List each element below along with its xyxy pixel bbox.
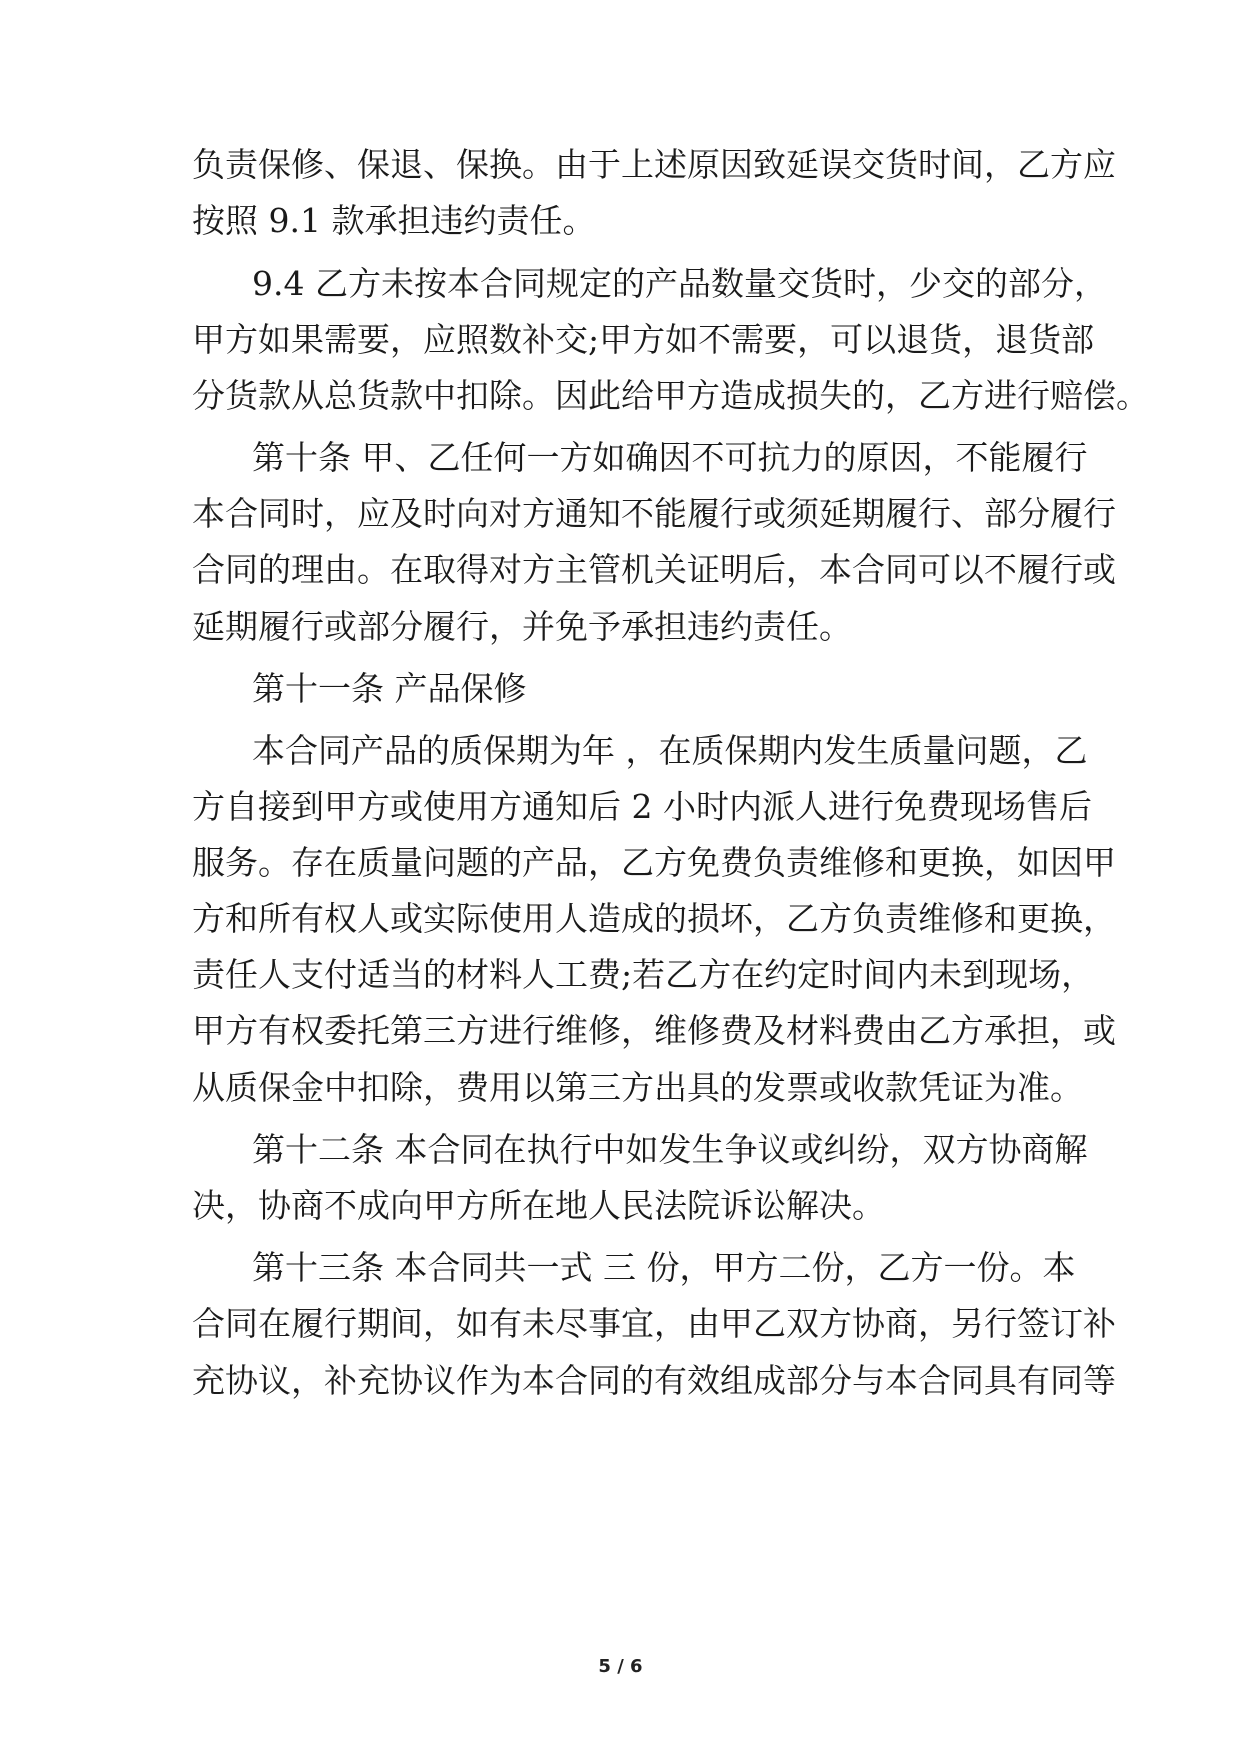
text-line: 从质保金中扣除，费用以第三方出具的发票或收款凭证为准。 <box>192 1068 1083 1107</box>
text-line: 甲方如果需要，应照数补交;甲方如不需要，可以退货，退货部 <box>192 320 1095 359</box>
text-line: 充协议，补充协议作为本合同的有效组成部分与本合同具有同等 <box>192 1361 1116 1400</box>
text-line: 方自接到甲方或使用方通知后 2 小时内派人进行免费现场售后 <box>192 787 1092 826</box>
text-line: 第十条 甲、乙任何一方如确因不可抗力的原因，不能履行 <box>252 438 1088 477</box>
text-line: 负责保修、保退、保换。由于上述原因致延误交货时间，乙方应 <box>192 145 1116 184</box>
page-number: 5 / 6 <box>598 1656 643 1677</box>
text-line: 9.4 乙方未按本合同规定的产品数量交货时，少交的部分， <box>252 264 1107 303</box>
section-heading: 第十一条 产品保修 <box>252 669 527 708</box>
text-line: 本合同时，应及时向对方通知不能履行或须延期履行、部分履行 <box>192 494 1116 533</box>
text-line: 甲方有权委托第三方进行维修，维修费及材料费由乙方承担，或 <box>192 1011 1116 1050</box>
text-line: 方和所有权人或实际使用人造成的损坏，乙方负责维修和更换， <box>192 899 1116 938</box>
text-line: 责任人支付适当的材料人工费;若乙方在约定时间内未到现场， <box>192 955 1095 994</box>
text-line: 合同在履行期间，如有未尽事宜，由甲乙双方协商，另行签订补 <box>192 1304 1116 1343</box>
text-line: 服务。存在质量问题的产品，乙方免费负责维修和更换，如因甲 <box>192 843 1116 882</box>
text-line: 本合同产品的质保期为年 ，在质保期内发生质量问题，乙 <box>252 731 1088 770</box>
text-line: 第十二条 本合同在执行中如发生争议或纠纷，双方协商解 <box>252 1130 1088 1169</box>
text-line: 决，协商不成向甲方所在地人民法院诉讼解决。 <box>192 1186 885 1225</box>
text-line: 延期履行或部分履行，并免予承担违约责任。 <box>192 607 852 646</box>
text-line: 按照 9.1 款承担违约责任。 <box>192 201 596 240</box>
text-line: 合同的理由。在取得对方主管机关证明后，本合同可以不履行或 <box>192 550 1116 589</box>
text-line: 第十三条 本合同共一式 三 份，甲方二份，乙方一份。本 <box>252 1248 1076 1287</box>
text-line: 分货款从总货款中扣除。因此给甲方造成损失的，乙方进行赔偿。 <box>192 376 1149 415</box>
